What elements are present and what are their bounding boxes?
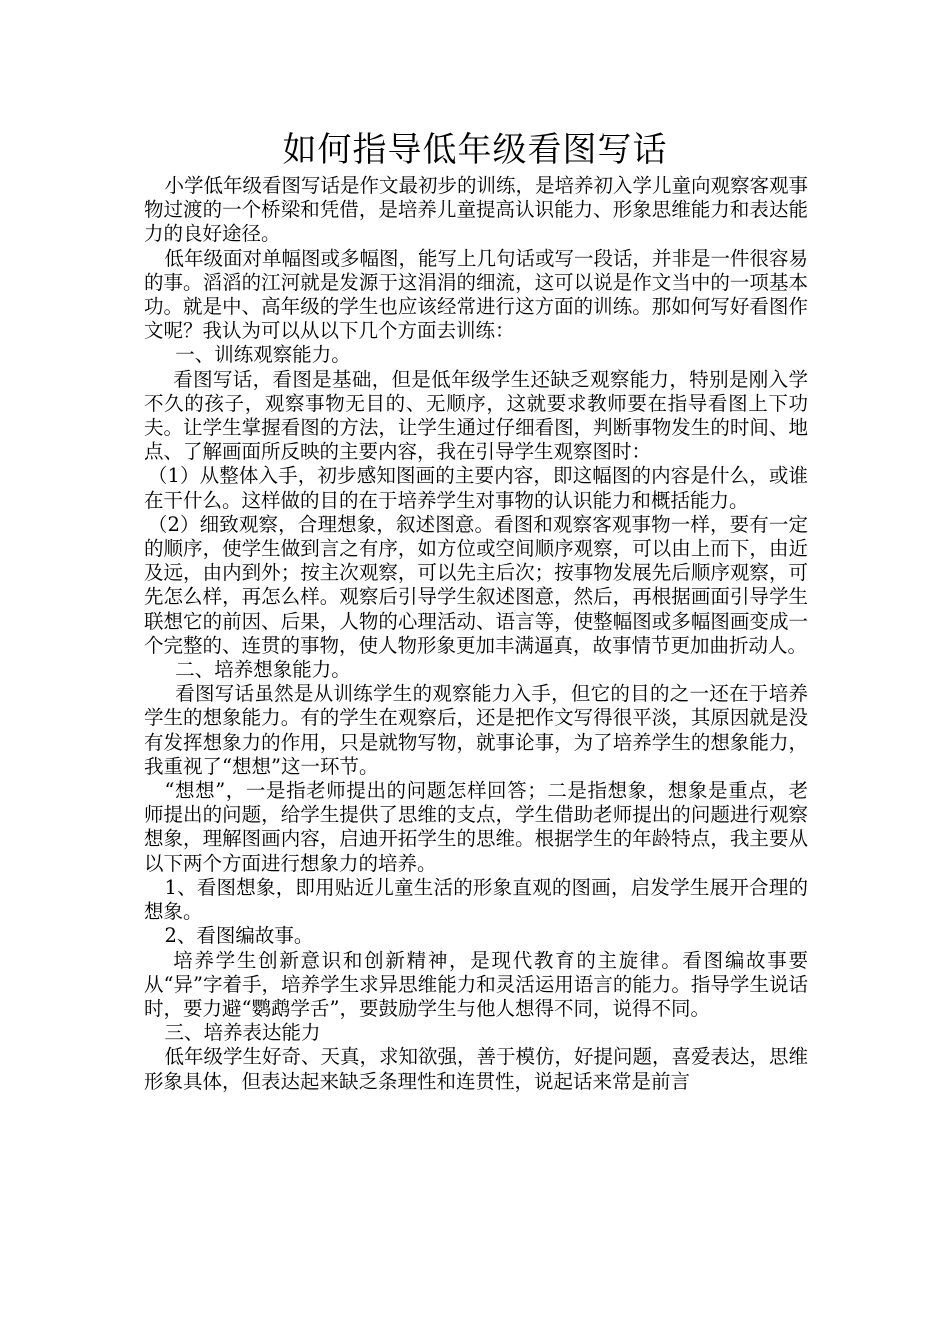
paragraph-background: 低年级面对单幅图或多幅图，能写上几句话或写一段话，并非是一件很容易的事。滔滔的江河就是发源于这涓涓的细流，这可以说是作文当中的一项基本功。就是中、高年级的学生也应该经常进行这方面的训练。那如何写好看图作文呢？我认为可以从以下几个方面去训练： xyxy=(144,246,808,343)
section-heading-imagination: 二、培养想象能力。 xyxy=(175,658,351,682)
document-title: 如何指导低年级看图写话 xyxy=(282,130,668,170)
paragraph-imagination: 看图写话虽然是从训练学生的观察能力入手，但它的目的之一还在于培养学生的想象能力。有的学生在观察后，还是把作文写得很平淡，其原因就是没有发挥想象力的作用，只是就物写物，就事论事，为了培养学生的想象能力，我重视了“想想”这一环节。 xyxy=(144,682,808,778)
section-heading-observation: 一、训练观察能力。 xyxy=(175,343,351,367)
paragraph-intro: 小学低年级看图写话是作文最初步的训练，是培养初入学儿童向观察客观事物过渡的一个桥梁和凭借，是培养儿童提高认识能力、形象思维能力和表达能力的良好途径。 xyxy=(144,174,808,246)
paragraph-item-1: 1、看图想象，即用贴近儿童生活的形象直观的图画，启发学生展开合理的想象。 xyxy=(144,875,808,924)
document-body xyxy=(144,174,808,1094)
paragraph-step-1: （1）从整体入手，初步感知图画的主要内容，即这幅图的内容是什么，或谁在干什么。这样做的目的在于培养学生对事物的认识能力和概括能力。 xyxy=(144,464,808,512)
paragraph-item-2: 2、看图编故事。 xyxy=(164,924,314,948)
paragraph-story: 培养学生创新意识和创新精神，是现代教育的主旋律。看图编故事要从“异”字着手，培养学生求异思维能力和灵活运用语言的能力。指导学生说话时，要力避“鹦鹉学舌”，要鼓励学生与他人想得不同，说得不同。 xyxy=(144,948,808,1020)
section-heading-expression: 三、培养表达能力 xyxy=(164,1021,321,1045)
paragraph-expression: 低年级学生好奇、天真，求知欲强，善于模仿，好提问题，喜爱表达，思维形象具体，但表达起来缺乏条理性和连贯性，说起话来常是前言 xyxy=(144,1045,808,1093)
paragraph-observation: 看图写话，看图是基础，但是低年级学生还缺乏观察能力，特别是刚入学不久的孩子，观察事物无目的、无顺序，这就要求教师要在指导看图上下功夫。让学生掌握看图的方法，让学生通过仔细看图，判断事物发生的时间、地点、了解画面所反映的主要内容，我在引导学生观察图时： xyxy=(144,367,808,464)
paragraph-step-2: （2）细致观察，合理想象，叙述图意。看图和观察客观事物一样，要有一定的顺序，使学生做到言之有序，如方位或空间顺序观察，可以由上而下，由近及远，由内到外；按主次观察，可以先主后次；按事物发展先后顺序观察，可先怎么样，再怎么样。观察后引导学生叙述图意，然后，再根据画面引导学生联想它的前因、后果，人物的心理活动、语言等，使整幅图或多幅图画变成一个完整的、连贯的事物，使人物形象更加丰满逼真，故事情节更加曲折动人。 xyxy=(144,512,808,657)
paragraph-think: “想想”，一是指老师提出的问题怎样回答；二是指想象，想象是重点，老师提出的问题，给学生提供了思维的支点，学生借助老师提出的问题进行观察想象，理解图画内容，启迪开拓学生的思维。根据学生的年龄特点，我主要从以下两个方面进行想象力的培养。 xyxy=(144,779,808,875)
